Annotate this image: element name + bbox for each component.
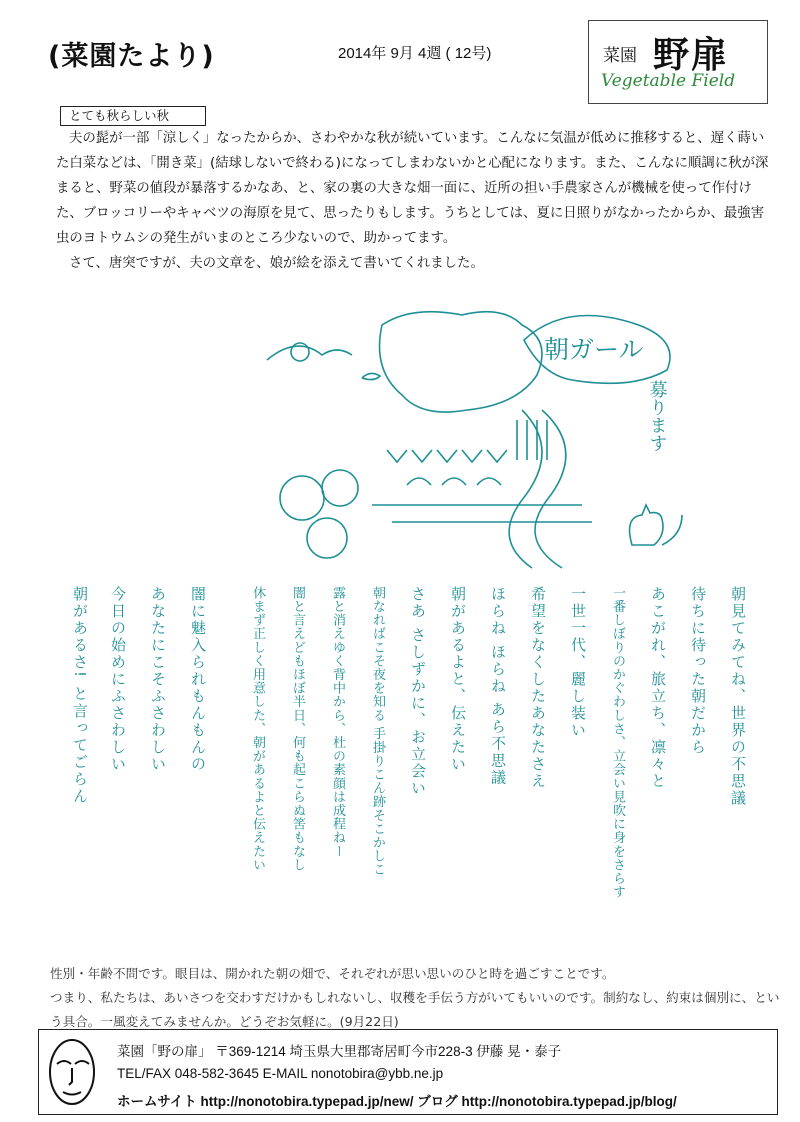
poem-line: さあ さしずかに、お立会い: [409, 586, 427, 797]
poem-line: ほらね ほらね あら不思議: [489, 586, 507, 787]
poem-line: 朝があるさ! と言ってごらん: [71, 586, 89, 805]
poem-line: 一世一代、麗し装い: [569, 586, 587, 739]
bush-left: [280, 476, 324, 520]
article-heading: とても秋らしい秋: [60, 106, 206, 126]
issue-date: 2014年 9月 4週 ( 12号): [338, 45, 492, 62]
contact-footer: [38, 1029, 778, 1115]
closing-paragraph-2: つまり、私たちは、あいさつを交わすだけかもしれないし、収穫を手伝う方がいてもいいのです。制約なし、約束は個別に、という具合。一風変えてみませんか。どうぞお気軽に。(9月22日): [50, 990, 780, 1029]
logo-english-text: Vegetable Field: [601, 71, 736, 91]
poem-line: 待ちに待った朝だから: [689, 586, 707, 756]
poem-line: 朝見てみてね、世界の不思議: [729, 586, 747, 807]
stream-bank: [535, 410, 566, 568]
poem-line: 朝があるよと、伝えたい: [449, 586, 467, 773]
bush-bottom: [307, 518, 347, 558]
poem-line: あこがれ、旅立ち、凛々と: [649, 586, 667, 790]
logo-small-text: 菜園: [603, 46, 637, 66]
bush-center: [322, 470, 358, 506]
poem-line: 露と消えゆく背中から、杜の素顔は成程ねー: [330, 586, 345, 858]
poem-line: 休まず正しく用意した、朝があるよと伝えたい: [250, 586, 265, 872]
illustration-subtitle: 募ります: [646, 380, 668, 452]
vegetable-rows: [372, 420, 592, 522]
poem-line: 朝なればこそ夜を知る 手掛りこん跡そこかしこ: [370, 586, 385, 877]
article-paragraph-1: 夫の髭が一部「涼しく」なったからか、さわやかな秋が続いています。こんなに気温が低めに推移すると、遅く蒔いた白菜などは、「開き菜」(結球しないで終わる)になってしまわないかと心配になります。また、こんなに順調に秋が深まると、野菜の値段が暴落するかなあ、と、家の裏の大きな畑一面に、近所の担い手農家さんが機械を使って作付けた、ブロッコリーやキャベツの海原を見て、思ったりもします。うちとしては、夏に日照りがなかったからか、最強害虫のヨトウムシの発生がいまのところ少ないので、助かってます。: [56, 131, 769, 246]
tree-canopy: [380, 312, 543, 412]
illustration-title: 朝ガール: [544, 335, 644, 364]
bird-icon: [362, 373, 380, 379]
newsletter-title: (菜園たより): [48, 41, 215, 72]
contact-address: 菜園「野の扉」 〒369-1214 埼玉県大里郡寄居町今市228-3 伊藤 晃・泰子: [117, 1044, 562, 1059]
contact-phone-email: TEL/FAX 048-582-3645 E-MAIL nonotobira@ybb.ne.jp: [117, 1066, 444, 1081]
poem: [70, 586, 780, 966]
closing-note: [50, 962, 780, 1034]
contact-websites[interactable]: ホームサイト http://nonotobira.typepad.jp/new/ ブログ http://nonotobira.typepad.jp/blog/: [117, 1094, 677, 1109]
poem-line: 今日の始めにふさわしい: [109, 586, 127, 773]
poem-line: 闇に魅入られもんもんの: [189, 586, 207, 773]
masthead: [48, 30, 768, 110]
morning-field-illustration: [262, 300, 702, 570]
poem-line: 一番しぼりのかぐわしさ、立会い見吹に身をさらす: [610, 586, 625, 899]
poem-line: あなたにこそふさわしい: [149, 586, 167, 773]
article-body: [56, 126, 776, 276]
poem-line: 闇と言えどもほぼ半日、何も起こらぬ筈もなし: [290, 586, 305, 872]
poem-line: 希望をなくしたあなたさえ: [529, 586, 547, 790]
mask-logo-icon: [45, 1036, 99, 1108]
closing-paragraph-1: 性別・年齢不問です。眼目は、開かれた朝の畑で、それぞれが思い思いのひと時を過ごすことです。: [50, 966, 615, 981]
cat-icon: [630, 505, 682, 545]
logo-main-text: 野扉: [653, 34, 730, 76]
farm-logo: [588, 20, 768, 104]
article-paragraph-2: さて、唐突ですが、夫の文章を、娘が絵を添えて書いてくれました。: [69, 256, 484, 271]
